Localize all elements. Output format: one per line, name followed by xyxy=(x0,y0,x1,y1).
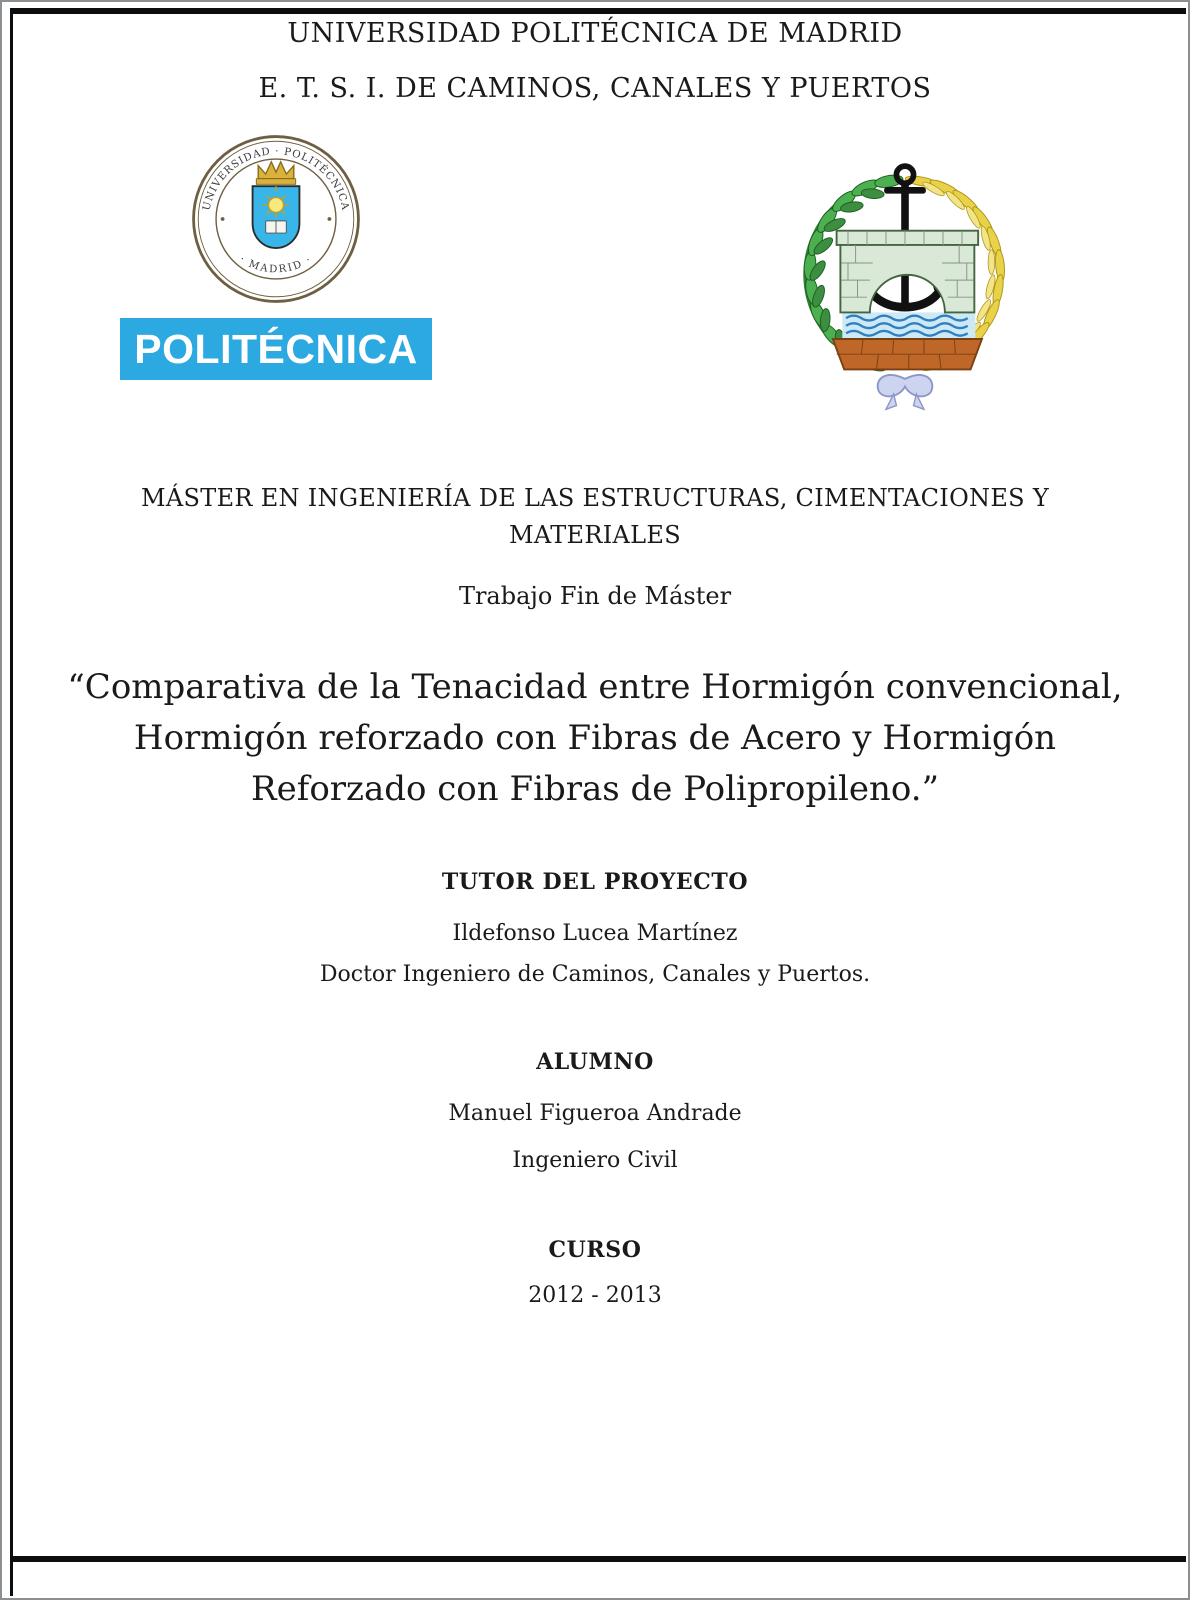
thesis-title-line3: Reforzado con Fibras de Polipropileno.” xyxy=(251,769,939,810)
thesis-title-line1: “Comparativa de la Tenacidad entre Hormigón convencional, xyxy=(67,667,1123,708)
upm-seal-icon xyxy=(187,130,365,308)
student-degree: Ingeniero Civil xyxy=(512,1148,678,1174)
caminos-emblem-icon xyxy=(772,130,1038,415)
upm-logo-block xyxy=(120,130,432,380)
master-program-line1: MÁSTER EN INGENIERÍA DE LAS ESTRUCTURAS, CIMENTACIONES Y xyxy=(141,484,1049,512)
water xyxy=(842,312,975,339)
politecnica-banner xyxy=(120,318,432,380)
student-heading: ALUMNO xyxy=(536,1049,654,1076)
ribbon-bow xyxy=(878,375,933,409)
student-name: Manuel Figueroa Andrade xyxy=(448,1101,742,1127)
page-border-bottom xyxy=(10,1556,1186,1562)
course-heading: CURSO xyxy=(548,1237,642,1264)
seal-shield-icon xyxy=(253,186,300,248)
emblem-base xyxy=(833,339,982,369)
cover-content xyxy=(2,2,1188,1308)
master-program-line2: MATERIALES xyxy=(509,521,681,550)
thesis-title xyxy=(2,662,1188,815)
logo-row xyxy=(2,130,1188,422)
master-program xyxy=(2,480,1188,554)
seal-top-text: UNIVERSIDAD · POLITÉCNICA xyxy=(200,145,352,212)
work-type: Trabajo Fin de Máster xyxy=(458,582,732,611)
university-name: UNIVERSIDAD POLITÉCNICA DE MADRID xyxy=(287,18,903,49)
tutor-name: Ildefonso Lucea Martínez xyxy=(452,921,738,947)
school-name: E. T. S. I. DE CAMINOS, CANALES Y PUERTOS xyxy=(258,73,932,104)
tutor-heading: TUTOR DEL PROYECTO xyxy=(441,869,749,896)
thesis-title-line2: Hormigón reforzado con Fibras de Acero y Hormigón xyxy=(133,718,1057,759)
tutor-degree: Doctor Ingeniero de Caminos, Canales y Puertos. xyxy=(319,962,871,988)
politecnica-banner-label: POLITÉCNICA xyxy=(134,325,418,372)
seal-bottom-text: · MADRID · xyxy=(237,253,315,276)
course-years: 2012 - 2013 xyxy=(528,1283,662,1309)
